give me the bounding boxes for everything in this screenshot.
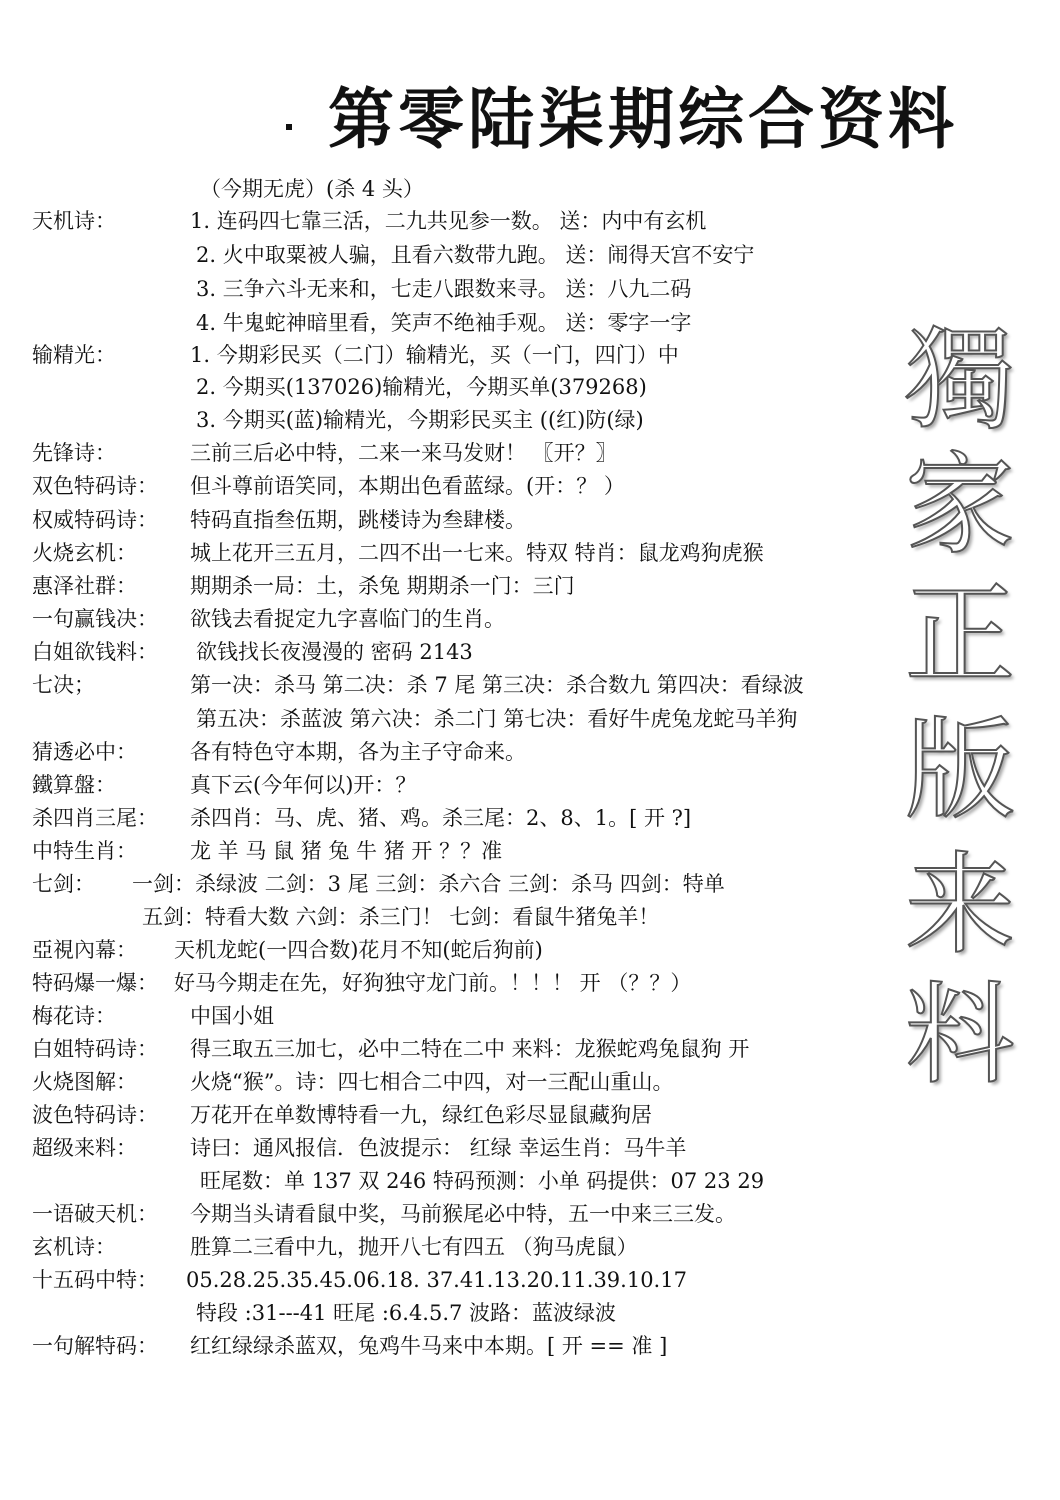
- special-zodiac-text: 龙 羊 马 鼠 猪 兔 牛 猪 开 ？？准: [190, 839, 503, 863]
- tianji-line-2: 2. 火中取粟被人骗，且看六数带九跑。 送：闹得天宫不安宁: [196, 243, 755, 267]
- lose-all-line-2: 2. 今期买(137026)输精光，今期买单(379268): [196, 375, 647, 399]
- watermark-char-6: 料: [905, 971, 1015, 1099]
- label-one-phrase-reveal: 一语破天机：: [32, 1202, 158, 1226]
- label-super-material: 超级来料：: [32, 1136, 137, 1160]
- label-two-color-poem: 双色特码诗：: [32, 474, 158, 498]
- label-authority-poem: 权威特码诗：: [32, 508, 158, 532]
- wave-color-poem-text: 万花开在单数博特看一九，绿红色彩尽显鼠藏狗居: [190, 1103, 652, 1127]
- lose-all-line-1: 1. 今期彩民买（二门）输精光，买（一门，四门）中: [190, 343, 679, 367]
- one-phrase-reveal-text: 今期当头请看鼠中奖，马前猴尾必中特，五一中来三三发。: [190, 1202, 736, 1226]
- label-tianji-poem: 天机诗：: [32, 209, 116, 233]
- watermark-char-4: 版: [905, 706, 1015, 834]
- label-plum-poem: 梅花诗：: [32, 1004, 116, 1028]
- fifteen-codes-line-2: 特段 :31---41 旺尾 :6.4.5.7 波路：蓝波绿波: [196, 1301, 617, 1325]
- label-baijie-special-poem: 白姐特码诗：: [32, 1037, 158, 1061]
- page-title: 第零陆柒期综合资料: [328, 81, 958, 158]
- iron-abacus-text: 真下云(今年何以)开：？: [190, 773, 417, 797]
- label-seven-swords: 七剑：: [32, 872, 95, 896]
- seven-swords-line-1: 一剑：杀绿波 二剑：3 尾 三剑：杀六合 三剑：杀马 四剑：特单: [132, 872, 725, 896]
- watermark-char-1: 獨: [905, 316, 1015, 444]
- guess-must-hit-text: 各有特色守本期，各为主子守命来。: [190, 740, 526, 764]
- label-one-phrase-decode: 一句解特码：: [32, 1334, 158, 1358]
- label-iron-abacus: 鐵算盤：: [32, 773, 116, 797]
- label-seven-decisions: 七决；: [32, 673, 95, 697]
- baijie-money-text: 欲钱找长夜漫漫的 密码 2143: [196, 640, 473, 664]
- super-material-line-1: 诗曰：通风报信．色波提示： 红绿 幸运生肖：马牛羊: [190, 1136, 687, 1160]
- fifteen-codes-line-1: 05.28.25.35.45.06.18. 37.41.13.20.11.39.10.17: [186, 1268, 687, 1292]
- label-vanguard-poem: 先锋诗：: [32, 441, 116, 465]
- watermark-char-2: 家: [905, 441, 1015, 569]
- plum-poem-text: 中国小姐: [190, 1004, 274, 1028]
- subtitle: （今期无虎）(杀 4 头）: [200, 177, 424, 201]
- seven-swords-line-2: 五剑：特看大数 六剑：杀三门！ 七剑：看鼠牛猪兔羊！: [142, 905, 660, 929]
- vanguard-poem-text: 三前三后必中特，二来一来马发财！ 〖开？〗: [190, 441, 617, 465]
- label-special-zodiac: 中特生肖：: [32, 839, 137, 863]
- label-guess-must-hit: 猜透必中：: [32, 740, 137, 764]
- label-mystery-poem: 玄机诗：: [32, 1235, 116, 1259]
- label-huize-community: 惠泽社群：: [32, 574, 137, 598]
- two-color-poem-text: 但斗尊前语笑同，本期出色看蓝绿。(开：？ ）: [190, 474, 625, 498]
- win-money-phrase-text: 欲钱去看捉定九字喜临门的生肖。: [190, 607, 505, 631]
- tianji-line-3: 3. 三争六斗无来和，七走八跟数来寻。 送：八九二码: [196, 277, 692, 301]
- label-fifteen-codes: 十五码中特：: [32, 1268, 158, 1292]
- baijie-special-poem-text: 得三取五三加七，必中二特在二中 来料：龙猴蛇鸡兔鼠狗 开: [190, 1037, 750, 1061]
- label-special-burst: 特码爆一爆：: [32, 971, 158, 995]
- fire-diagram-text: 火烧“猴”。诗：四七相合二中四，对一三配山重山。: [190, 1070, 674, 1094]
- super-material-line-2: 旺尾数：单 137 双 246 特码预测：小单 码提供：07 23 29: [200, 1169, 765, 1193]
- watermark-char-5: 来: [905, 841, 1015, 969]
- label-baijie-money: 白姐欲钱料：: [32, 640, 158, 664]
- label-wave-color-poem: 波色特码诗：: [32, 1103, 158, 1127]
- huize-community-text: 期期杀一局：土，杀兔 期期杀一门：三门: [190, 574, 575, 598]
- label-atv-inside: 亞視內幕：: [32, 938, 137, 962]
- atv-inside-text: 天机龙蛇(一四合数)花月不知(蛇后狗前): [174, 938, 543, 962]
- fire-mystery-text: 城上花开三五月，二四不出一七来。特双 特肖：鼠龙鸡狗虎猴: [190, 541, 764, 565]
- title-dot-mark: [286, 124, 292, 130]
- mystery-poem-text: 胜算二三看中九，抛开八七有四五 （狗马虎鼠）: [190, 1235, 638, 1259]
- tianji-line-1: 1. 连码四七靠三活，二九共见参一数。 送：内中有玄机: [190, 209, 707, 233]
- exclusive-edition-watermark: [900, 316, 1020, 1120]
- label-win-money-phrase: 一句赢钱决：: [32, 607, 158, 631]
- watermark-char-3: 正: [905, 571, 1015, 699]
- tianji-line-4: 4. 牛鬼蛇神暗里看，笑声不绝袖手观。 送：零字一字: [196, 311, 692, 335]
- one-phrase-decode-text: 红红绿绿杀蓝双，兔鸡牛马来中本期。[ 开 == 准 ]: [190, 1334, 668, 1358]
- special-burst-text: 好马今期走在先，好狗独守龙门前。！！！ 开 （？？）: [174, 971, 692, 995]
- authority-poem-text: 特码直指叁伍期，跳楼诗为叁肆楼。: [190, 508, 526, 532]
- seven-decisions-line-2: 第五决：杀蓝波 第六决：杀二门 第七决：看好牛虎兔龙蛇马羊狗: [196, 707, 798, 731]
- seven-decisions-line-1: 第一决：杀马 第二决：杀 7 尾 第三决：杀合数九 第四决：看绿波: [190, 673, 804, 697]
- label-lose-all: 输精光：: [32, 343, 116, 367]
- label-kill-four-three: 杀四肖三尾：: [32, 806, 158, 830]
- label-fire-mystery: 火烧玄机：: [32, 541, 137, 565]
- lose-all-line-3: 3. 今期买(蓝)输精光，今期彩民买主 ((红)防(绿): [196, 408, 644, 432]
- label-fire-diagram: 火烧图解：: [32, 1070, 137, 1094]
- kill-four-three-text: 杀四肖：马、虎、猪、鸡。杀三尾：2、8、1。[ 开 ?]: [190, 806, 692, 830]
